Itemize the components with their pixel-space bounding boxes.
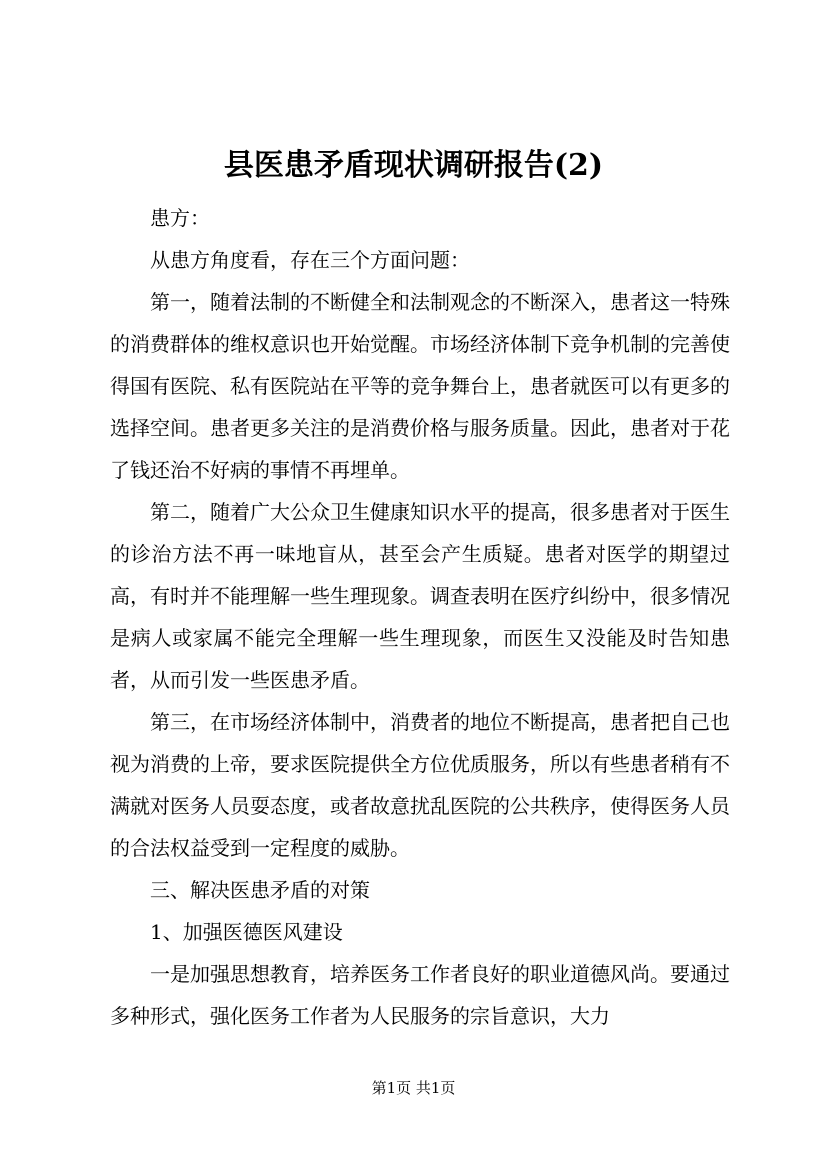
document-body xyxy=(110,197,730,1037)
document-title: 县医患矛盾现状调研报告(2) xyxy=(223,148,604,183)
paragraph-first-issue: 第一，随着法制的不断健全和法制观念的不断深入，患者这一特殊的消费群体的维权意识也开始觉醒。市场经济体制下竞争机制的完善使得国有医院、私有医院站在平等的竞争舞台上，患者就医可以有更多的选择空间。患者更多关注的是消费价格与服务质量。因此，患者对于花了钱还治不好病的事情不再埋单。 xyxy=(110,290,730,482)
section-heading-countermeasures: 三、解决医患矛盾的对策 xyxy=(150,878,370,902)
subsection-heading-medical-ethics: 1、加强医德医风建设 xyxy=(150,920,343,944)
paragraph-second-issue: 第二，随着广大公众卫生健康知识水平的提高，很多患者对于医生的诊治方法不再一味地盲从，甚至会产生质疑。患者对医学的期望过高，有时并不能理解一些生理现象。调查表明在医疗纠纷中，很多情况是病人或家属不能完全理解一些生理现象，而医生又没能及时告知患者，从而引发一些医患矛盾。 xyxy=(110,500,730,692)
page-number-footer: 第1页 共1页 xyxy=(371,1079,456,1097)
paragraph-third-issue: 第三，在市场经济体制中，消费者的地位不断提高，患者把自己也视为消费的上帝，要求医院提供全方位优质服务，所以有些患者稍有不满就对医务人员耍态度，或者故意扰乱医院的公共秩序，使得医务人员的合法权益受到一定程度的威胁。 xyxy=(110,710,730,860)
paragraph-patient-side: 患方： xyxy=(150,206,210,230)
paragraph-three-issues-intro: 从患方角度看，存在三个方面问题： xyxy=(150,248,470,272)
paragraph-ideological-education: 一是加强思想教育，培养医务工作者良好的职业道德风尚。要通过多种形式，强化医务工作者为人民服务的宗旨意识，大力 xyxy=(110,962,730,1028)
